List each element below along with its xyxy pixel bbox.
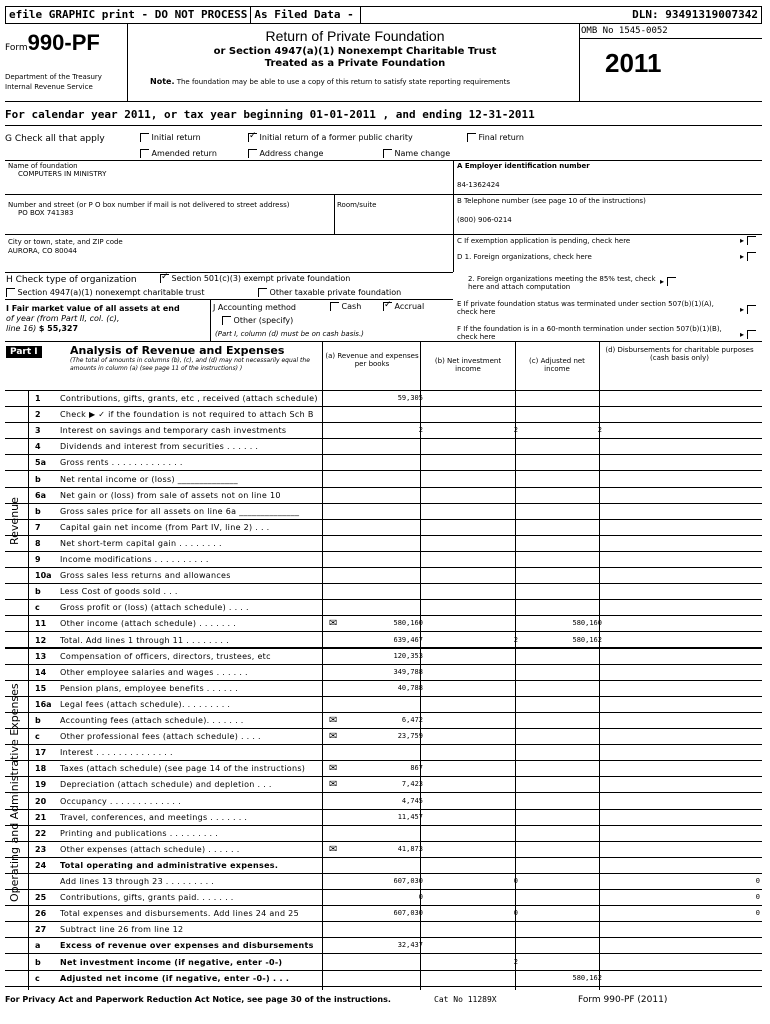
- col-a-value: 607,030: [393, 877, 423, 885]
- col-a-value: 41,873: [397, 844, 423, 853]
- f-checkbox[interactable]: ▸: [740, 330, 756, 339]
- table-row: [5, 761, 762, 777]
- col-c-value: 580,162: [572, 973, 602, 982]
- col-a-header: (a) Revenue and expenses per books: [325, 352, 419, 368]
- line-number: 7: [35, 522, 41, 532]
- col-b-value: 2: [513, 426, 518, 435]
- line-label: Travel, conferences, and meetings . . . . . . .: [60, 812, 248, 822]
- attachment-icon[interactable]: ✉: [329, 618, 338, 630]
- line-number: c: [35, 973, 40, 983]
- final-return-option[interactable]: [467, 133, 524, 142]
- j-cash-checkbox[interactable]: [330, 302, 339, 311]
- table-row: [5, 633, 762, 649]
- d1-checkbox[interactable]: ▸: [740, 252, 756, 261]
- table-row: [5, 407, 762, 423]
- form-number: [5, 30, 100, 56]
- initial-former-label: Initial return of a former public charity: [259, 133, 413, 142]
- table-row: [5, 455, 762, 471]
- line-label: Capital gain net income (from Part IV, line 2) . . .: [60, 522, 270, 532]
- name-change-label: Name change: [394, 149, 451, 158]
- foundation-name: COMPUTERS IN MINISTRY: [18, 170, 107, 178]
- col-a-value: 867: [410, 764, 423, 773]
- col-a-value: 0: [418, 893, 423, 902]
- table-row: [5, 504, 762, 520]
- line-label: Total expenses and disbursements. Add lines 24 and 25: [60, 909, 299, 919]
- col-a-value: 7,423: [401, 780, 423, 789]
- line-label: Contributions, gifts, grants paid. . . . . . .: [60, 893, 234, 903]
- h-4947-label: Section 4947(a)(1) nonexempt charitable trust: [17, 288, 205, 297]
- phone-value: (800) 906-0214: [457, 216, 512, 224]
- line-label: Contributions, gifts, grants, etc , received (attach schedule): [60, 394, 318, 403]
- efile-label: efile GRAPHIC print - DO NOT PROCESS: [6, 7, 251, 23]
- foundation-name-label: Name of foundation: [8, 162, 78, 170]
- d2-checkbox[interactable]: ▸: [660, 277, 676, 286]
- col-a-value: 23,759: [397, 732, 423, 741]
- table-row: [5, 697, 762, 713]
- table-row: [5, 906, 762, 922]
- line-label: Other employee salaries and wages . . . . . .: [60, 667, 248, 677]
- part1-tag: Part I: [6, 346, 42, 358]
- table-row: [5, 713, 762, 729]
- line-label: Occupancy . . . . . . . . . . . . .: [60, 796, 181, 806]
- line-label: Depreciation (attach schedule) and depletion . . .: [60, 780, 272, 790]
- i-label-2: of year (from Part II, col. (c),: [6, 314, 120, 323]
- attachment-icon[interactable]: ✉: [329, 715, 338, 726]
- col-b-value: 2: [513, 957, 518, 966]
- line-label: Net gain or (loss) from sale of assets not on line 10: [60, 490, 281, 500]
- line-number: 22: [35, 828, 47, 838]
- table-row: [5, 842, 762, 858]
- col-a-value: 607,030: [393, 909, 423, 918]
- line-number: 12: [35, 635, 47, 645]
- address-change-label: Address change: [259, 149, 324, 158]
- j-accrual-label: Accrual: [394, 302, 425, 311]
- h-other-label: Other taxable private foundation: [269, 288, 402, 297]
- address-change-option[interactable]: [248, 149, 323, 158]
- col-d-value: 0: [755, 893, 760, 902]
- e-checkbox[interactable]: ▸: [740, 305, 756, 314]
- table-row: [5, 826, 762, 842]
- line-label: Pension plans, employee benefits . . . . . .: [60, 683, 239, 693]
- attachment-icon[interactable]: ✉: [329, 843, 338, 855]
- col-a-value: 4,745: [401, 796, 423, 805]
- line-label: Less Cost of goods sold . . .: [60, 587, 178, 597]
- line-label: Excess of revenue over expenses and disbursements: [60, 941, 314, 951]
- line-number: 8: [35, 538, 41, 548]
- subtitle-line1: or Section 4947(a)(1) Nonexempt Charitable Trust: [213, 46, 497, 57]
- line-label: Gross sales price for all assets on line 6a ______________: [60, 506, 300, 516]
- col-a-value: 120,353: [393, 651, 423, 660]
- col-b-value: 0: [513, 877, 518, 885]
- h-501c3-label: Section 501(c)(3) exempt private foundation: [171, 274, 351, 283]
- col-d-value: 0: [755, 877, 760, 885]
- col-a-value: 59,305: [397, 394, 423, 402]
- line-label: Interest on savings and temporary cash investments: [60, 426, 287, 436]
- line-label: Other professional fees (attach schedule) . . . .: [60, 732, 261, 742]
- col-c-value: 580,160: [572, 619, 602, 628]
- table-row: [5, 874, 762, 890]
- col-c-header: (c) Adjusted net income: [529, 357, 585, 373]
- footer-form-id: Form 990-PF (2011): [578, 995, 668, 1005]
- table-row: [5, 439, 762, 455]
- amended-checkbox[interactable]: [140, 149, 149, 158]
- line-label: Net rental income or (loss) ______________: [60, 474, 238, 484]
- line-number: 25: [35, 893, 47, 903]
- e-label: E If private foundation status was terminated under section 507(b)(1)(A), check here: [457, 300, 714, 316]
- j-note: (Part I, column (d) must be on cash basis.): [215, 330, 364, 338]
- final-return-label: Final return: [478, 133, 524, 142]
- initial-return-checkbox[interactable]: [140, 133, 149, 142]
- attachment-icon[interactable]: ✉: [329, 763, 338, 775]
- col-b-value: 0: [513, 909, 518, 918]
- footer-cat-number: Cat No 11289X: [434, 995, 497, 1004]
- line-label: Interest . . . . . . . . . . . . . .: [60, 748, 173, 758]
- note-text: [150, 77, 510, 86]
- line-label: Compensation of officers, directors, trustees, etc: [60, 651, 271, 661]
- line-number: b: [35, 587, 41, 597]
- line-label: Check ▶ ✓ if the foundation is not required to attach Sch B: [60, 410, 314, 420]
- line-number: 19: [35, 780, 47, 790]
- line-label: Gross sales less returns and allowances: [60, 571, 231, 581]
- initial-return-option[interactable]: [140, 133, 201, 142]
- i-label-3: line 16): [6, 324, 37, 333]
- line-number: 27: [35, 925, 47, 935]
- line-number: 4: [35, 442, 41, 452]
- table-row: [5, 745, 762, 761]
- j-cash-option[interactable]: [330, 302, 361, 311]
- street-label: Number and street (or P O box number if mail is not delivered to street address): [8, 201, 290, 209]
- j-other-checkbox[interactable]: [222, 316, 231, 325]
- form-subtitle: [145, 46, 565, 70]
- line-number: 6a: [35, 490, 46, 500]
- form-prefix: Form: [5, 43, 28, 53]
- h-4947-checkbox[interactable]: [6, 288, 15, 297]
- room-label: Room/suite: [337, 201, 377, 209]
- c-checkbox[interactable]: ▸: [740, 236, 756, 245]
- form-name: 990-PF: [27, 30, 100, 55]
- j-accrual-option[interactable]: [383, 302, 424, 311]
- h-501c3-option[interactable]: [160, 274, 350, 283]
- line-number: b: [35, 716, 41, 725]
- initial-return-label: Initial return: [151, 133, 201, 142]
- omb-number: OMB No 1545-0052: [581, 26, 668, 36]
- table-row: [5, 600, 762, 616]
- line-number: c: [35, 732, 40, 742]
- line-label: Taxes (attach schedule) (see page 14 of the instructions): [60, 764, 306, 774]
- line-number: c: [35, 603, 40, 613]
- col-d-header: (d) Disbursements for charitable purposes (cash basis only): [605, 346, 754, 362]
- col-a-value: 6,472: [401, 716, 423, 724]
- address-change-checkbox[interactable]: [248, 149, 257, 158]
- line-number: b: [35, 474, 41, 484]
- c-label: C If exemption application is pending, check here: [457, 237, 631, 245]
- col-a-value: 11,457: [397, 812, 423, 821]
- table-row: [5, 472, 762, 488]
- i-value: $ 55,327: [38, 324, 79, 333]
- line-number: 14: [35, 667, 47, 677]
- line-number: 11: [35, 619, 47, 629]
- h-other-option[interactable]: [258, 288, 401, 297]
- part1-description: (The total of amounts in columns (b), (c), and (d) may not necessarily equal the amounts in column (a) (see page 11 of the instructions) ): [70, 357, 310, 372]
- col-a-value: 40,788: [397, 683, 423, 692]
- attachment-icon[interactable]: ✉: [329, 779, 338, 791]
- col-d-value: 0: [755, 909, 760, 918]
- city-label: City or town, state, and ZIP code: [8, 238, 123, 246]
- city-value: AURORA, CO 80044: [8, 247, 77, 255]
- line-number: 18: [35, 764, 47, 774]
- form-title: Return of Private Foundation: [265, 28, 445, 44]
- initial-former-option[interactable]: [248, 133, 413, 142]
- initial-former-checkbox[interactable]: [248, 133, 257, 142]
- attachment-icon[interactable]: ✉: [329, 731, 338, 743]
- ein-value: 84-1362424: [457, 181, 500, 189]
- line-number: 24: [35, 860, 47, 870]
- name-change-option[interactable]: [383, 149, 450, 158]
- col-a-value: 32,437: [397, 941, 423, 950]
- h-label: H Check type of organization: [6, 275, 137, 285]
- table-row: [5, 890, 762, 906]
- line-number: 5a: [35, 458, 46, 468]
- g-check-label: G Check all that apply: [5, 134, 105, 144]
- line-label: Other income (attach schedule) . . . . . . .: [60, 619, 237, 629]
- revenue-side-label: Revenue: [8, 497, 21, 545]
- col-c-value: 2: [597, 426, 602, 435]
- part1-title: Analysis of Revenue and Expenses: [70, 344, 285, 357]
- j-other-label: Other (specify): [233, 316, 294, 325]
- expenses-side-label: Operating and Administrative Expenses: [8, 683, 21, 902]
- note-label: Note.: [150, 77, 175, 86]
- note-body: The foundation may be able to use a copy of this return to satisfy state reporting requirements: [176, 78, 510, 86]
- name-change-checkbox[interactable]: [383, 149, 392, 158]
- amended-label: Amended return: [151, 149, 217, 158]
- line-number: 3: [35, 426, 41, 436]
- line-label: Gross profit or (loss) (attach schedule) . . . .: [60, 603, 249, 613]
- line-label: Gross rents . . . . . . . . . . . . .: [60, 458, 183, 468]
- line-label: Net investment income (if negative, enter -0-): [60, 957, 283, 967]
- line-number: a: [35, 941, 41, 951]
- line-label: Add lines 13 through 23 . . . . . . . . .: [60, 877, 215, 886]
- table-row: [5, 488, 762, 504]
- line-number: 2: [35, 410, 41, 420]
- d2-label: 2. Foreign organizations meeting the 85% test, check here and attach computation: [468, 275, 656, 291]
- line-label: Accounting fees (attach schedule). . . . . . .: [60, 716, 244, 725]
- table-row: [5, 552, 762, 568]
- subtitle-line2: Treated as a Private Foundation: [264, 58, 446, 69]
- line-label: Income modifications . . . . . . . . . .: [60, 555, 209, 564]
- line-number: 10a: [35, 571, 52, 581]
- col-a-value: 349,788: [393, 667, 423, 676]
- i-label-1: I Fair market value of all assets at end: [6, 304, 180, 313]
- i-block: [6, 304, 180, 334]
- j-label: J Accounting method: [213, 303, 297, 312]
- calendar-year-line: For calendar year 2011, or tax year beginning 01-01-2011 , and ending 12-31-2011: [5, 108, 535, 121]
- line-number: b: [35, 506, 41, 516]
- line-number: 17: [35, 748, 47, 758]
- form-header: [5, 24, 762, 102]
- line-number: 20: [35, 796, 47, 806]
- table-row: [5, 423, 762, 439]
- h-other-checkbox[interactable]: [258, 288, 267, 297]
- as-filed-label: As Filed Data -: [251, 7, 361, 23]
- table-row: [5, 922, 762, 938]
- line-number: b: [35, 957, 41, 967]
- table-row: [5, 971, 762, 987]
- efile-banner: [5, 6, 762, 24]
- line-label: Adjusted net income (if negative, enter -0-) . . .: [60, 973, 290, 983]
- table-row: [5, 391, 762, 407]
- table-row: [5, 584, 762, 600]
- tax-year: 2011: [605, 48, 662, 78]
- d1-label: D 1. Foreign organizations, check here: [457, 253, 592, 261]
- table-row: [5, 794, 762, 810]
- line-label: Net short-term capital gain . . . . . . . .: [60, 538, 222, 548]
- line-number: 23: [35, 844, 47, 854]
- h-4947-option[interactable]: [6, 288, 204, 297]
- table-row: [5, 665, 762, 681]
- line-label: Printing and publications . . . . . . . . .: [60, 828, 219, 838]
- col-a-value: 639,467: [393, 635, 423, 644]
- table-row: [5, 729, 762, 745]
- j-other-option[interactable]: [222, 316, 293, 325]
- dln-label: DLN: 93491319007342: [632, 8, 758, 21]
- table-row: [5, 536, 762, 552]
- col-a-value: 580,160: [393, 619, 423, 628]
- line-label: Dividends and interest from securities . . . . . .: [60, 442, 259, 452]
- table-row: [5, 520, 762, 536]
- col-b-value: 2: [513, 635, 518, 644]
- amended-option[interactable]: [140, 149, 217, 158]
- final-return-checkbox[interactable]: [467, 133, 476, 142]
- j-cash-label: Cash: [341, 302, 362, 311]
- col-c-value: 580,162: [572, 635, 602, 644]
- line-label: Other expenses (attach schedule) . . . . . .: [60, 844, 240, 854]
- line-number: 1: [35, 394, 41, 403]
- line-number: 9: [35, 555, 41, 564]
- table-row: [5, 681, 762, 697]
- table-row: [5, 858, 762, 874]
- table-row: [5, 777, 762, 793]
- table-row: [5, 616, 762, 632]
- h-501c3-checkbox[interactable]: [160, 274, 169, 283]
- line-number: 15: [35, 683, 47, 693]
- line-label: Subtract line 26 from line 12: [60, 925, 184, 935]
- table-row: [5, 955, 762, 971]
- line-number: 13: [35, 651, 47, 661]
- line-number: 26: [35, 909, 47, 919]
- ein-label: A Employer identification number: [457, 162, 590, 170]
- line-label: Total. Add lines 1 through 11 . . . . . . . .: [60, 635, 229, 645]
- line-number: 21: [35, 812, 47, 822]
- j-accrual-checkbox[interactable]: [383, 302, 392, 311]
- col-a-value: 2: [418, 426, 423, 435]
- table-row: [5, 649, 762, 665]
- table-row: [5, 810, 762, 826]
- col-b-header: (b) Net investment income: [434, 357, 502, 373]
- department-label: Department of the Treasury Internal Revenue Service: [5, 73, 102, 91]
- phone-label: B Telephone number (see page 10 of the instructions): [457, 197, 646, 205]
- line-number: 16a: [35, 699, 52, 709]
- line-label: Total operating and administrative expenses.: [60, 860, 279, 870]
- street-value: PO BOX 741383: [18, 209, 74, 217]
- f-label: F If the foundation is in a 60-month termination under section 507(b)(1)(B), check here: [457, 325, 722, 341]
- table-row: [5, 938, 762, 954]
- line-label: Legal fees (attach schedule). . . . . . . . .: [60, 699, 231, 709]
- table-row: [5, 568, 762, 584]
- footer-privacy-notice: For Privacy Act and Paperwork Reduction Act Notice, see page 30 of the instructions.: [5, 995, 391, 1004]
